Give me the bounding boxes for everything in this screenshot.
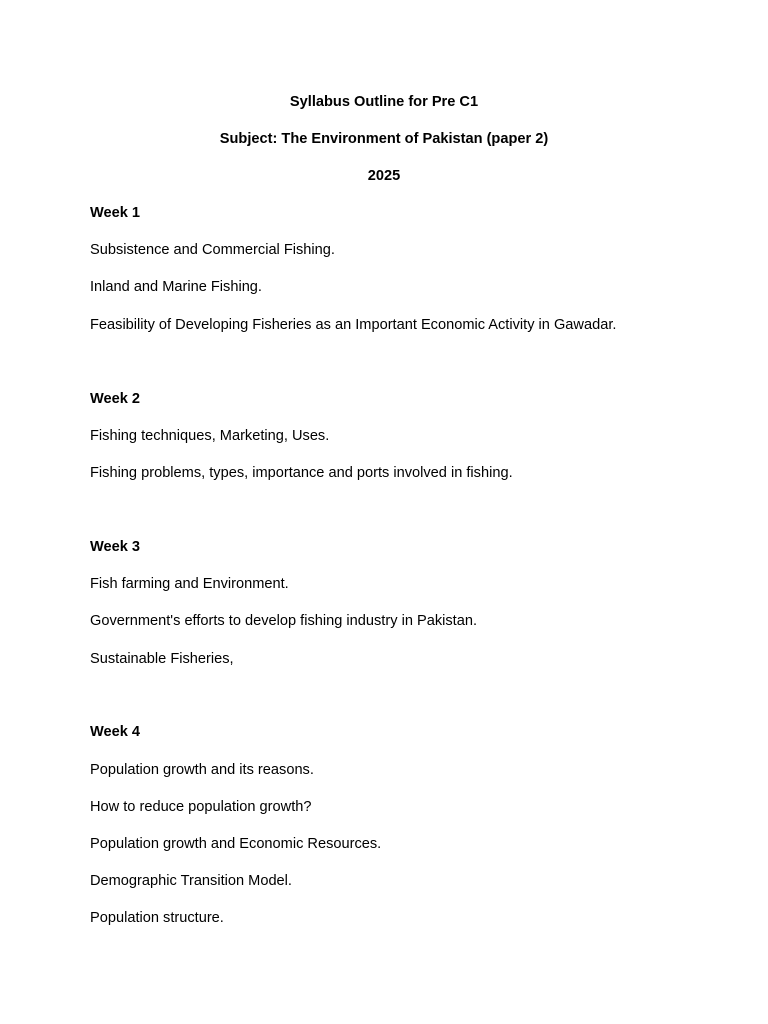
list-item: Population structure. [90,910,224,926]
week-heading: Week 4 [90,724,141,740]
document-title: Syllabus Outline for Pre C1 [289,94,479,110]
list-item: Fish farming and Environment. [90,576,289,592]
list-item: Population growth and its reasons. [90,762,314,778]
list-item: Inland and Marine Fishing. [90,279,262,295]
list-item: Population growth and Economic Resources. [90,836,382,852]
week-heading: Week 3 [90,539,141,555]
list-item: Subsistence and Commercial Fishing. [90,242,335,258]
list-item: Government's efforts to develop fishing industry in Pakistan. [90,613,478,629]
week-heading: Week 1 [90,205,141,221]
week-heading: Week 2 [90,391,141,407]
list-item: Demographic Transition Model. [90,873,292,889]
list-item: Feasibility of Developing Fisheries as an Important Economic Activity in Gawadar. [90,317,617,333]
list-item: Fishing techniques, Marketing, Uses. [90,428,330,444]
list-item: How to reduce population growth? [90,799,312,815]
document-subject: Subject: The Environment of Pakistan (paper 2) [219,131,549,147]
list-item: Sustainable Fisheries, [90,651,234,667]
document-year: 2025 [367,168,401,184]
list-item: Fishing problems, types, importance and ports involved in fishing. [90,465,513,481]
